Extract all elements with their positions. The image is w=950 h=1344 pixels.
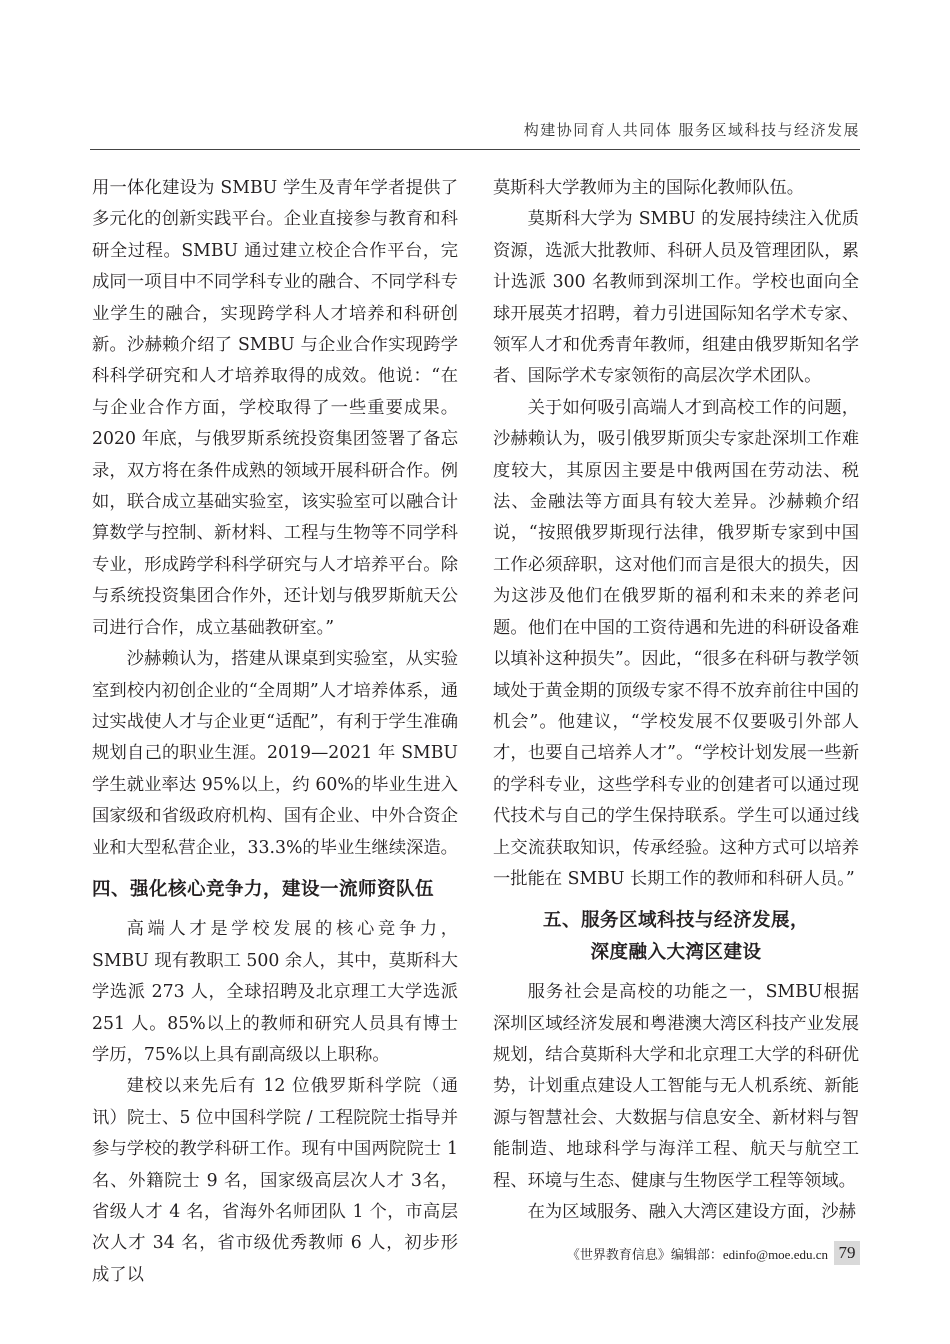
section-heading: 四、强化核心竞争力，建设一流师资队伍	[92, 878, 435, 900]
paragraph: 服务社会是高校的功能之一，SMBU根据深圳区域经济发展和粤港澳大湾区科技产业发展规划，结合莫斯科大学和北京理工大学的科研优势，计划重点建设人工智能与无人机系统、新能源与智慧社会、大数据与信息安全、新材料与智能制造、地球科学与海洋工程、航天与航空工程、环境与生态、健康与生物医学工程等领域。	[493, 982, 859, 1191]
page-footer	[567, 1240, 860, 1266]
right-column	[493, 173, 859, 1228]
paragraph: 高端人才是学校发展的核心竞争力，SMBU 现有教职工 500 余人，其中，莫斯科大学选派 273 人，全球招聘及北京理工大学选派 251 人。85%以上的教师和研究人员具有博士学历，75%以上具有副高级以上职称。	[92, 919, 458, 1065]
paragraph: 在为区域服务、融入大湾区建设方面，沙赫	[527, 1202, 856, 1222]
footer-journal-name: 《世界教育信息》编辑部：	[566, 1247, 723, 1263]
footer-email: edinfo@moe.edu.cn	[722, 1246, 828, 1262]
footer-journal	[567, 1244, 828, 1263]
section-heading-line2: 深度融入大湾区建设	[590, 941, 762, 963]
paragraph: 关于如何吸引高端人才到高校工作的问题，沙赫赖认为，吸引俄罗斯顶尖专家赴深圳工作难度较大，其原因主要是中俄两国在劳动法、税法、金融法等方面具有较大差异。沙赫赖介绍说，“按照俄罗斯现行法律，俄罗斯专家到中国工作必须辞职，这对他们而言是很大的损失，因为这涉及他们在俄罗斯的福利和未来的养老问题。他们在中国的工资待遇和先进的科研设备难以填补这种损失”。因此，“很多在科研与教学领域处于黄金期的顶级专家不得不放弃前往中国的机会”。他建议，“学校发展不仅要吸引外部人才，也要自己培养人才”。“学校计划发展一些新的学科专业，这些学科专业的创建者可以通过现代技术与自己的学生保持联系。学生可以通过线上交流获取知识，传承经验。这种方式可以培养一批能在 SMBU 长期工作的教师和科研人员。”	[493, 397, 859, 889]
paragraph: 沙赫赖认为，搭建从课桌到实验室，从实验室到校内初创企业的“全周期”人才培养体系，通过实战使人才与企业更“适配”，有利于学生准确规划自己的职业生涯。2019—2021 年 SMBU 学生就业率达 95%以上，约 60%的毕业生进入国家级和省级政府机构、国有企业、中外合资企业和大型私营企业，33.3%的毕业生继续深造。	[92, 649, 458, 858]
paragraph: 莫斯科大学教师为主的国际化教师队伍。	[493, 178, 805, 198]
section-heading	[493, 905, 859, 968]
header-rule	[90, 149, 860, 150]
page-number: 79	[834, 1241, 860, 1265]
paragraph: 建校以来先后有 12 位俄罗斯科学院（通讯）院士、5 位中国科学院 / 工程院院士指导并参与学校的教学科研工作。现有中国两院院士 1 名、外籍院士 9 名，国家级高层次人才 3名，省级人才 4 名，省海外名师团队 1 个，市高层次人才 34 名，省市级优秀教师 6 人，初步形成了以	[92, 1076, 458, 1285]
left-column	[92, 173, 458, 1291]
paragraph: 用一体化建设为 SMBU 学生及青年学者提供了多元化的创新实践平台。企业直接参与教育和科研全过程。SMBU 通过建立校企合作平台，完成同一项目中不同学科专业的融合、不同学科专业学生的融合，实现跨学科人才培养和科研创新。沙赫赖介绍了 SMBU 与企业合作实现跨学科科学研究和人才培养取得的成效。他说：“在与企业合作方面，学校取得了一些重要成果。2020 年底，与俄罗斯系统投资集团签署了备忘录，双方将在条件成熟的领域开展科研合作。例如，联合成立基础实验室，该实验室可以融合计算数学与控制、新材料、工程与生物等不同学科专业，形成跨学科科学研究与人才培养平台。除与系统投资集团合作外，还计划与俄罗斯航天公司进行合作，成立基础教研室。”	[92, 178, 458, 638]
running-header: 构建协同育人共同体 服务区域科技与经济发展	[523, 121, 860, 139]
section-heading-line1: 五、服务区域科技与经济发展，	[542, 910, 809, 932]
paragraph: 莫斯科大学为 SMBU 的发展持续注入优质资源，选派大批教师、科研人员及管理团队，累计选派 300 名教师到深圳工作。学校也面向全球开展英才招聘，着力引进国际知名学术专家、领军人才和优秀青年教师，组建由俄罗斯知名学者、国际学术专家领衔的高层次学术团队。	[493, 209, 859, 387]
